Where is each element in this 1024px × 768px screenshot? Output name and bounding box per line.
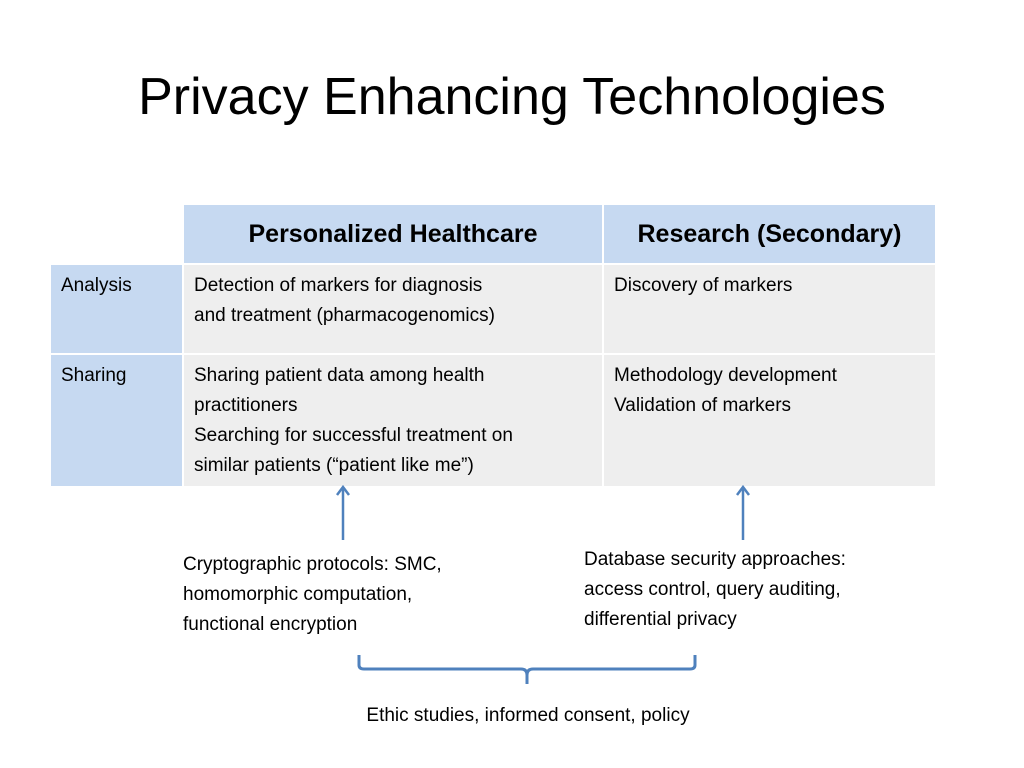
slide-title: Privacy Enhancing Technologies	[138, 68, 886, 126]
column-header-research: Research (Secondary)	[603, 204, 936, 264]
cell-text-line: Methodology development	[614, 365, 837, 386]
cell-sharing-research	[603, 354, 936, 487]
column-header-healthcare: Personalized Healthcare	[183, 204, 603, 264]
note-line: homomorphic computation,	[183, 584, 413, 605]
note-line: Cryptographic protocols: SMC,	[183, 554, 442, 575]
cell-text-line: Discovery of markers	[614, 275, 793, 296]
up-arrow-icon	[736, 485, 750, 541]
cell-sharing-healthcare	[183, 354, 603, 487]
table-row	[50, 264, 936, 354]
row-header-sharing: Sharing	[50, 354, 183, 487]
database-security-note	[584, 545, 846, 635]
cell-text-line: Sharing patient data among health	[194, 365, 485, 386]
note-line: Database security approaches:	[584, 549, 846, 570]
note-line: access control, query auditing,	[584, 579, 841, 600]
table-corner-cell	[50, 204, 183, 264]
cell-text-line: Validation of markers	[614, 395, 792, 416]
crypto-protocols-note	[183, 550, 442, 640]
cell-text-line: and treatment (pharmacogenomics)	[194, 305, 495, 326]
row-header-analysis: Analysis	[50, 264, 183, 354]
cell-analysis-research	[603, 264, 936, 354]
note-line: functional encryption	[183, 614, 358, 635]
cell-text-line: practitioners	[194, 395, 298, 416]
cell-text-line: Detection of markers for diagnosis	[194, 275, 483, 296]
table-header-row	[50, 204, 936, 264]
ethics-caption: Ethic studies, informed consent, policy	[366, 705, 690, 726]
cell-text-line: similar patients (“patient like me”)	[194, 455, 474, 476]
up-arrow-icon	[336, 485, 350, 541]
table-row	[50, 354, 936, 487]
cell-analysis-healthcare	[183, 264, 603, 354]
note-line: differential privacy	[584, 609, 737, 630]
grouping-brace-icon	[356, 653, 700, 687]
comparison-table	[49, 203, 937, 488]
cell-text-line: Searching for successful treatment on	[194, 425, 513, 446]
